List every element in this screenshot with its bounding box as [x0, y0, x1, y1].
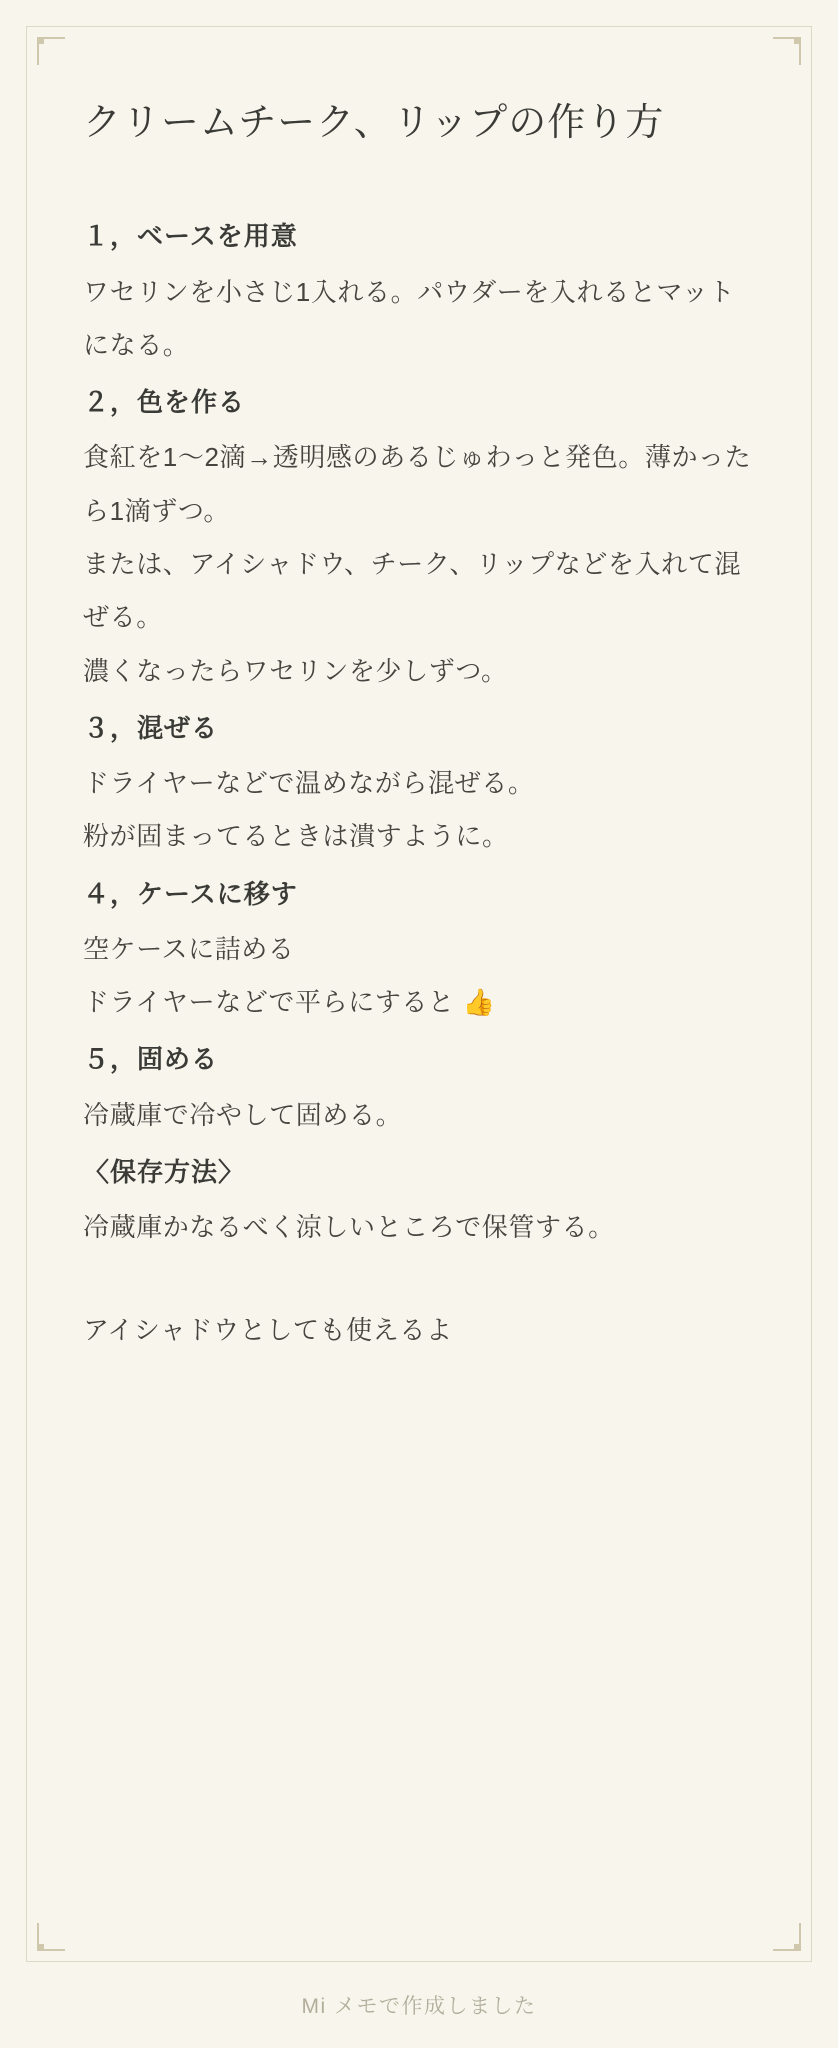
spacer — [83, 1256, 755, 1304]
note-section — [83, 1144, 755, 1254]
note-body — [27, 27, 811, 1398]
section-paragraph: 濃くなったらワセリンを少しずつ。 — [83, 655, 508, 686]
section-paragraph: 食紅を1〜2滴→透明感のあるじゅわっと発色。薄かったら1滴ずつ。 — [83, 442, 752, 526]
corner-ornament-bottom-right-icon — [773, 1923, 801, 1951]
section-paragraph: ワセリンを小さじ1入れる。パウダーを入れるとマットになる。 — [83, 276, 736, 360]
note-section — [83, 1031, 755, 1141]
note-section — [83, 208, 755, 372]
section-paragraph: ドライヤーなどで平らにすると 👍 — [83, 987, 496, 1018]
note-closing-line: アイシャドウとしても使えるよ — [83, 1315, 453, 1346]
section-heading: 〈保存方法〉 — [83, 1156, 246, 1187]
section-paragraph: 冷蔵庫で冷やして固める。 — [83, 1099, 403, 1130]
section-paragraph: ドライヤーなどで温めながら混ぜる。 — [83, 768, 535, 798]
section-heading: ２，色を作る — [83, 387, 246, 418]
section-paragraph: 冷蔵庫かなるべく涼しいところで保管する。 — [83, 1212, 615, 1243]
section-heading: ４，ケースに移す — [83, 878, 298, 909]
section-heading: １，ベースを用意 — [83, 221, 298, 252]
corner-ornament-top-right-icon — [773, 37, 801, 65]
section-heading: ５，固める — [83, 1044, 219, 1075]
footer-credit: Mi メモで作成しました — [301, 1995, 537, 2018]
note-section — [83, 866, 755, 1030]
section-paragraph: または、アイシャドウ、チーク、リップなどを入れて混ぜる。 — [83, 548, 741, 633]
note-section — [83, 700, 755, 864]
section-heading: ３，混ぜる — [83, 712, 219, 743]
section-paragraph: 粉が固まってるときは潰すように。 — [83, 821, 509, 852]
corner-ornament-bottom-left-icon — [37, 1923, 65, 1951]
note-title: クリームチーク、リップの作り方 — [83, 102, 665, 144]
corner-ornament-top-left-icon — [37, 37, 65, 65]
section-paragraph: 空ケースに詰める — [83, 933, 295, 964]
note-section — [83, 374, 755, 698]
note-card — [26, 26, 812, 1962]
